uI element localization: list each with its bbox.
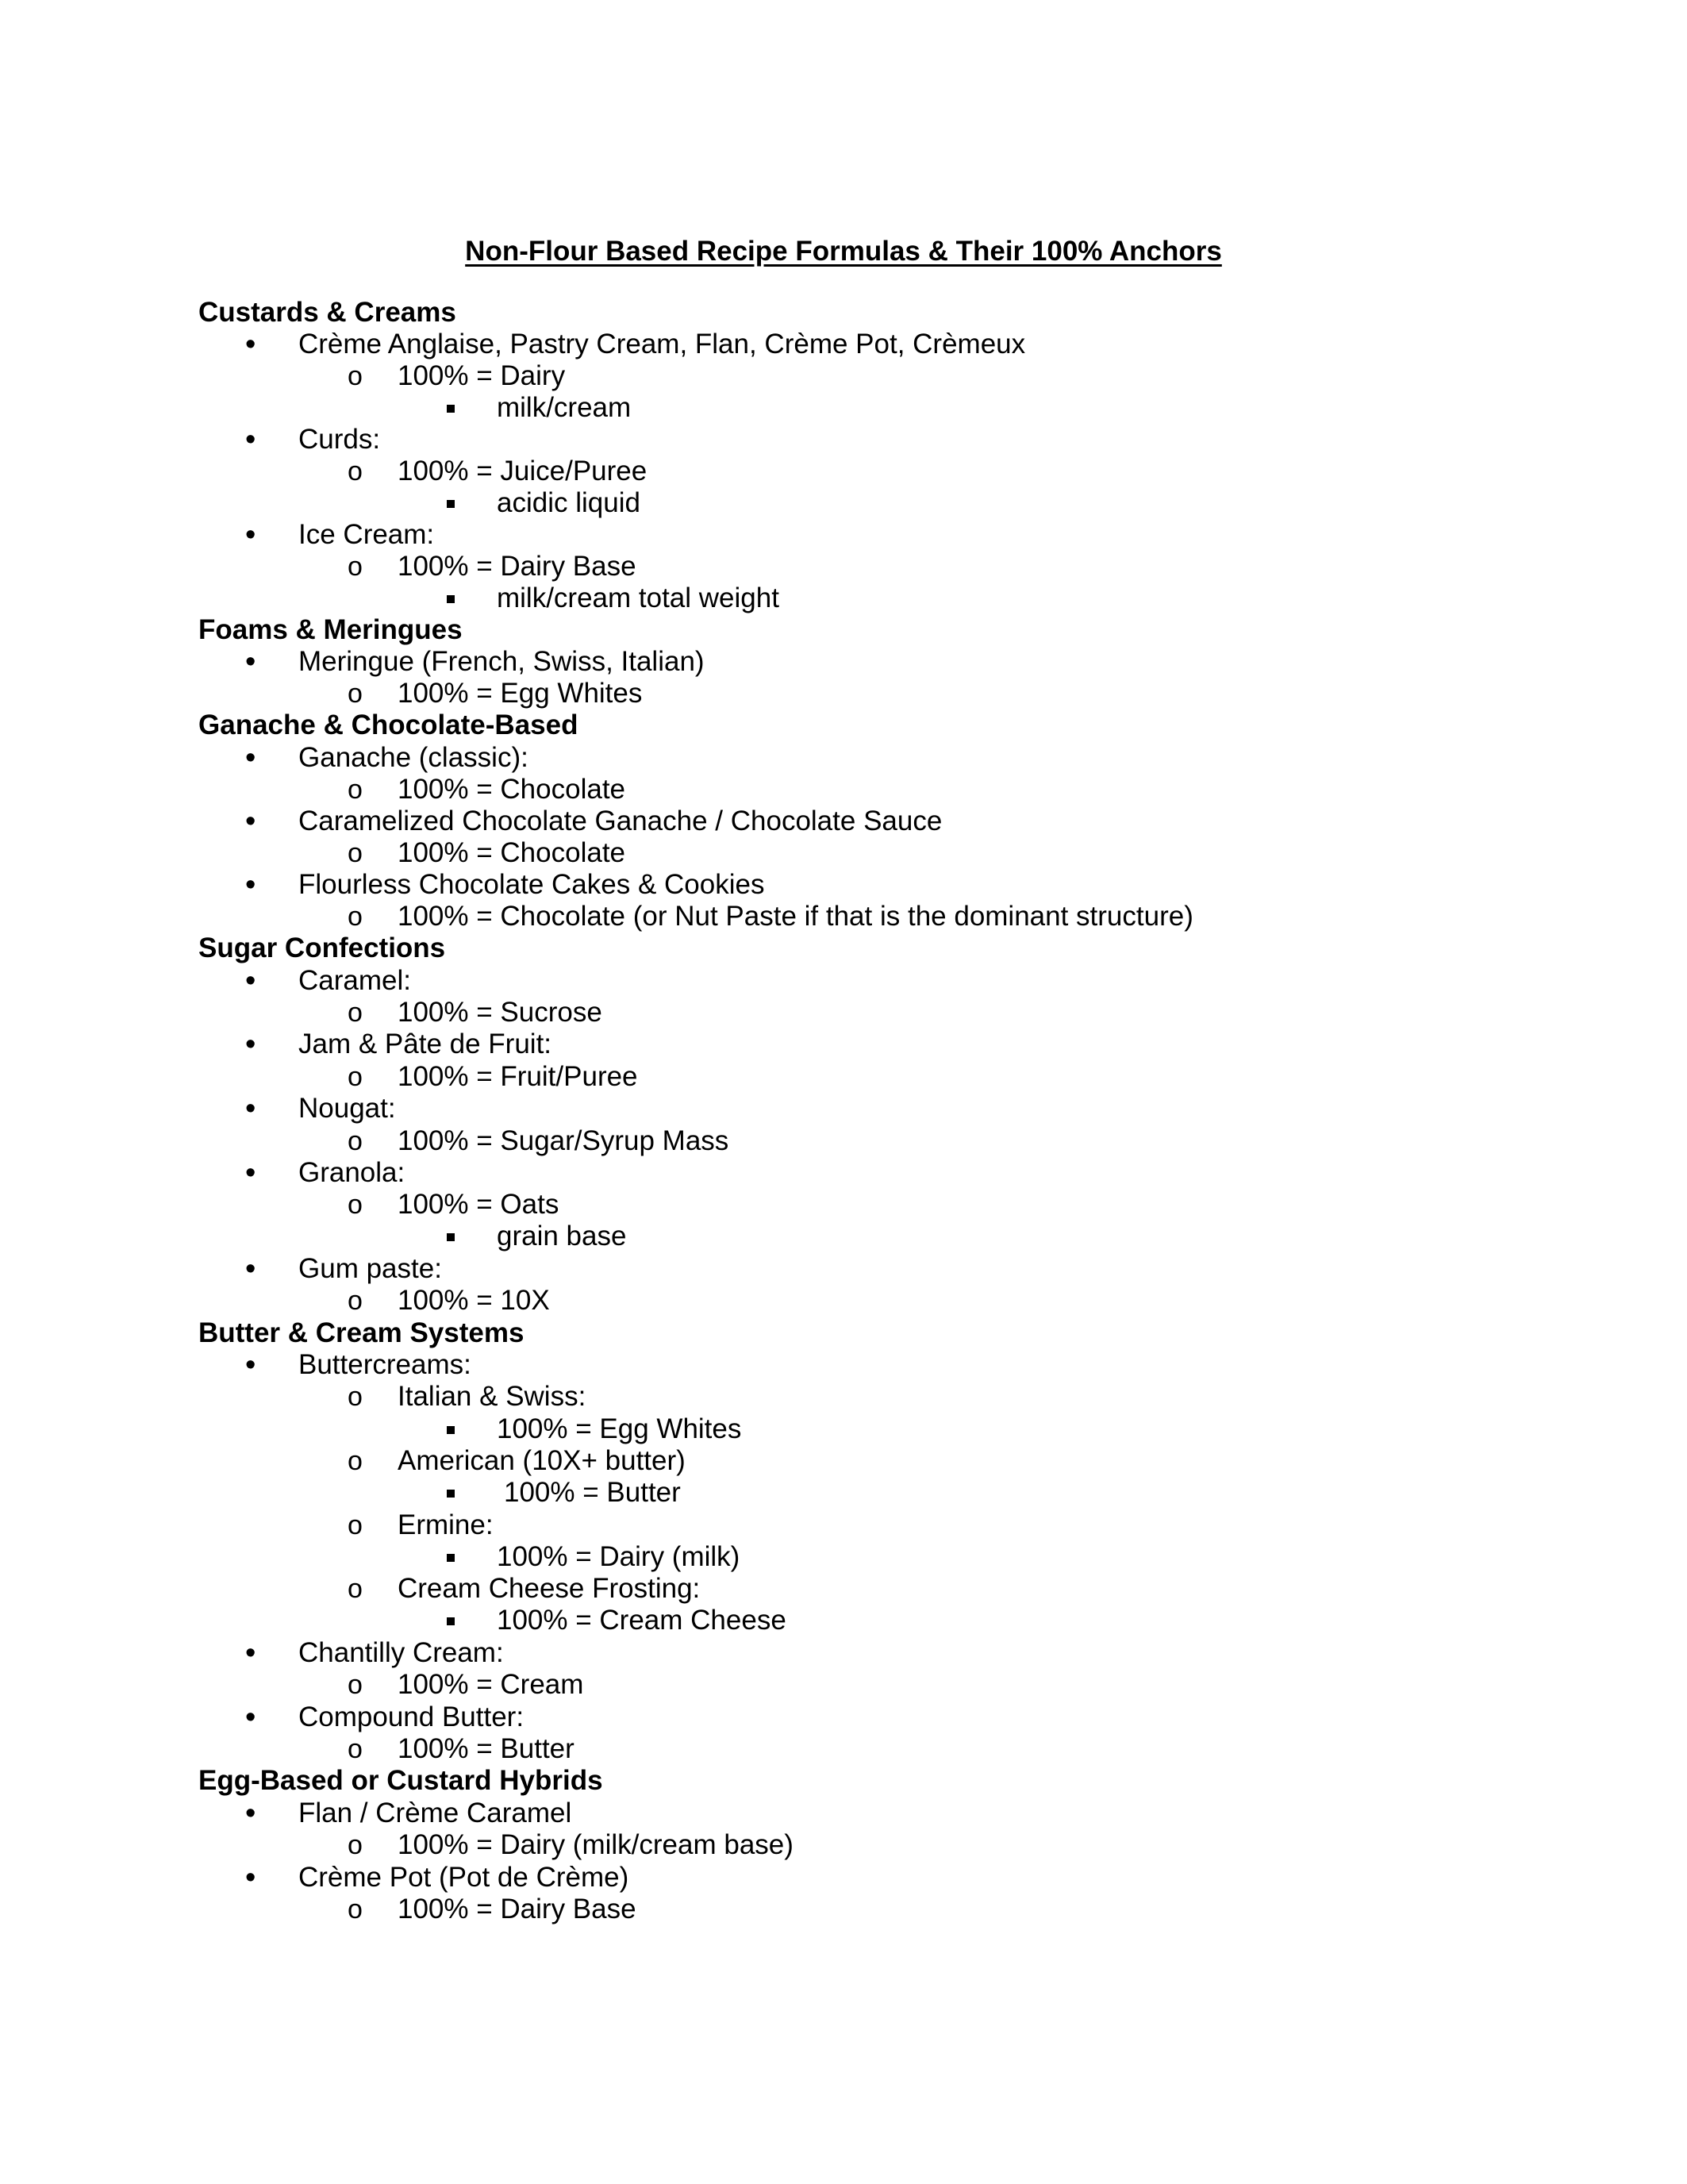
list-item: 100% = Dairy (milk) [497, 1541, 740, 1572]
bullet-square [447, 595, 455, 603]
list-item: Italian & Swiss: [398, 1381, 586, 1412]
list-item: 100% = Sugar/Syrup Mass [398, 1125, 729, 1156]
list-item: 100% = Dairy Base [398, 551, 636, 582]
list-item: 100% = Juice/Puree [398, 456, 648, 486]
list-item: Caramelized Chocolate Ganache / Chocolate Sauce [298, 806, 943, 836]
bullet-disc: • [245, 1861, 256, 1894]
bullet-disc: • [245, 328, 256, 361]
bullet-circle: o [348, 1510, 363, 1540]
section-heading-sugar: Sugar Confections [198, 932, 446, 963]
list-item: 100% = Cream Cheese [497, 1605, 786, 1636]
bullet-circle: o [348, 838, 363, 868]
bullet-circle: o [348, 679, 363, 709]
list-item: Compound Butter: [298, 1701, 525, 1732]
list-item: 100% = Fruit/Puree [398, 1061, 638, 1092]
list-item: 100% = Butter [398, 1733, 575, 1764]
bullet-square [447, 1426, 455, 1434]
section-heading-ganache: Ganache & Chocolate-Based [198, 709, 578, 740]
bullet-disc: • [245, 1252, 256, 1286]
bullet-square [447, 1490, 455, 1498]
bullet-circle: o [348, 1190, 363, 1220]
list-item: 100% = Sucrose [398, 997, 602, 1028]
bullet-disc: • [245, 518, 256, 552]
bullet-disc: • [245, 1797, 256, 1830]
bullet-circle: o [348, 998, 363, 1028]
bullet-circle: o [348, 1382, 363, 1412]
list-item: 100% = Oats [398, 1189, 559, 1220]
bullet-circle: o [348, 1574, 363, 1604]
section-heading-butter: Butter & Cream Systems [198, 1317, 525, 1348]
bullet-disc: • [245, 1636, 256, 1670]
bullet-disc: • [245, 868, 256, 902]
list-item: Crème Pot (Pot de Crème) [298, 1862, 629, 1893]
list-item: 100% = Dairy (milk/cream base) [398, 1829, 794, 1860]
bullet-disc: • [245, 423, 256, 456]
list-item: 100% = Cream [398, 1669, 584, 1700]
list-item: milk/cream total weight [497, 583, 779, 613]
section-heading-custards: Custards & Creams [198, 297, 456, 328]
list-item: 100% = Dairy Base [398, 1894, 636, 1924]
list-item: Ice Cream: [298, 519, 435, 550]
bullet-circle: o [348, 1734, 363, 1764]
bullet-circle: o [348, 456, 363, 486]
list-item: Caramel: [298, 965, 411, 996]
list-item: Curds: [298, 424, 381, 455]
bullet-disc: • [245, 805, 256, 838]
list-item: Ganache (classic): [298, 742, 528, 773]
bullet-square [447, 500, 455, 508]
document-title: Non-Flour Based Recipe Formulas & Their 100% Anchors [465, 236, 1222, 267]
bullet-square [447, 1617, 455, 1625]
section-heading-foams: Foams & Meringues [198, 614, 463, 645]
bullet-square [447, 405, 455, 413]
bullet-circle: o [348, 361, 363, 391]
list-item: Crème Anglaise, Pastry Cream, Flan, Crème Pot, Crèmeux [298, 329, 1026, 360]
list-item: Cream Cheese Frosting: [398, 1573, 701, 1604]
bullet-circle: o [348, 1446, 363, 1476]
list-item: acidic liquid [497, 487, 640, 518]
bullet-disc: • [245, 1348, 256, 1382]
list-item: Chantilly Cream: [298, 1637, 504, 1668]
list-item: American (10X+ butter) [398, 1445, 686, 1476]
list-item: 100% = Chocolate (or Nut Paste if that is the dominant structure) [398, 901, 1193, 932]
list-item: grain base [497, 1221, 627, 1252]
list-item: 100% = Egg Whites [497, 1413, 742, 1444]
bullet-disc: • [245, 645, 256, 679]
bullet-square [447, 1233, 455, 1241]
list-item: Ermine: [398, 1509, 494, 1540]
list-item: 100% = Chocolate [398, 774, 626, 805]
list-item: 100% = Egg Whites [398, 678, 643, 709]
bullet-disc: • [245, 1156, 256, 1190]
bullet-circle: o [348, 552, 363, 582]
list-item: milk/cream [497, 392, 632, 423]
list-item: 100% = 10X [398, 1285, 550, 1316]
bullet-circle: o [348, 1126, 363, 1156]
list-item: Granola: [298, 1157, 405, 1188]
bullet-disc: • [245, 1028, 256, 1061]
list-item: 100% = Butter [504, 1477, 681, 1508]
bullet-disc: • [245, 741, 256, 775]
bullet-disc: • [245, 1701, 256, 1734]
list-item: Jam & Pâte de Fruit: [298, 1029, 552, 1059]
bullet-square [447, 1554, 455, 1562]
bullet-circle: o [348, 775, 363, 805]
list-item: 100% = Dairy [398, 360, 566, 391]
list-item: 100% = Chocolate [398, 837, 626, 868]
bullet-circle: o [348, 1894, 363, 1924]
section-heading-egg: Egg-Based or Custard Hybrids [198, 1765, 603, 1796]
bullet-circle: o [348, 902, 363, 932]
list-item: Buttercreams: [298, 1349, 471, 1380]
list-item: Flourless Chocolate Cakes & Cookies [298, 869, 765, 900]
bullet-circle: o [348, 1062, 363, 1092]
list-item: Gum paste: [298, 1253, 442, 1284]
list-item: Flan / Crème Caramel [298, 1798, 572, 1828]
list-item: Meringue (French, Swiss, Italian) [298, 646, 705, 677]
bullet-disc: • [245, 964, 256, 998]
bullet-disc: • [245, 1092, 256, 1125]
list-item: Nougat: [298, 1093, 396, 1124]
bullet-circle: o [348, 1286, 363, 1316]
bullet-circle: o [348, 1670, 363, 1700]
bullet-circle: o [348, 1830, 363, 1860]
